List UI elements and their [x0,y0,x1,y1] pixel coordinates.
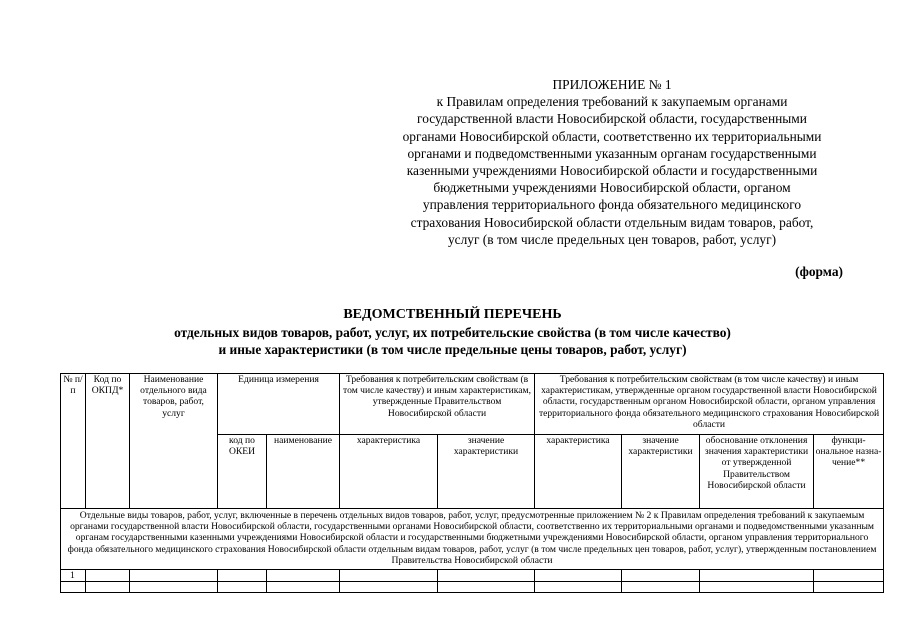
header-unit: Единица измерения [218,374,340,435]
header-functional-purpose: функци-ональное назна-чение** [814,435,884,509]
table-cell [340,582,438,593]
table-cell [267,582,340,593]
header-unit-name: наименование [267,435,340,509]
title-line-2: отдельных видов товаров, работ, услуг, их потребительские свойства (в том числе качество) [174,324,731,340]
appendix-line: органами Новосибирской области, соответственно их территориальными [402,128,822,144]
appendix-line: казенными учреждениями Новосибирской области и государственными [406,163,818,179]
header-number: № п/п [61,374,86,509]
appendix-line: к Правилам определения требований к закупаемым органами [436,94,788,110]
table-cell [535,582,622,593]
title-line-3: и иные характеристики (в том числе предельные цены товаров, работ, услуг) [218,342,687,357]
table-cell [622,570,700,582]
table-cell [218,570,267,582]
appendix-line: бюджетными учреждениями Новосибирской области, органом [433,180,791,196]
table-cell [535,570,622,582]
table-cell [438,570,535,582]
appendix-line: страхования Новосибирской области отдельным видам товаров, работ, [410,214,814,230]
header-org-characteristic: характеристика [535,435,622,509]
header-requirements-organ: Требования к потребительским свойствам (в том числе качеству) и иным характеристикам, утвержденные органом государственной власти Новосибирской области, государственным органом Новосибирской области, органом управления территориального фонда обязательного медицинского страхования Новосибирской области [535,374,884,435]
appendix-heading [362,76,862,248]
table-cell [130,570,218,582]
table-cell [86,582,130,593]
table-cell [61,582,86,593]
appendix-line: услуг (в том числе предельных цен товаров, работ, услуг) [447,231,777,247]
table-cell [218,582,267,593]
table-cell [438,582,535,593]
header-okei-code: код по ОКЕИ [218,435,267,509]
document-title [0,306,905,359]
table-row [61,570,884,582]
table-cell [130,582,218,593]
appendix-line: государственной власти Новосибирской области, государственными [417,111,807,127]
header-justification: обоснование отклонения значения характеристики от утвержденной Правительством Новосибирской области [700,435,814,509]
appendix-line: управления территориального фонда обязательного медицинского [422,197,802,213]
table-cell [814,582,884,593]
note-cell: Отдельные виды товаров, работ, услуг, включенные в перечень отдельных видов товаров, работ, услуг, предусмотренные приложением № 2 к Правилам определения требований к закупаемым органами государственной власти Новосибирской области, государственными органами Новосибирской области, соответственно их территориальными органами и подведомственными указанным органам государственными казенными учреждениями Новосибирской области и государственными бюджетными учреждениями Новосибирской области, органом управления территориального фонда обязательного медицинского страхования Новосибирской области отдельным видам товаров, работ, услуг (в том числе предельных цен товаров, работ, услуг), утвержденным постановлением Правительства Новосибирской области [61,509,884,570]
table-cell [700,582,814,593]
register-table [60,373,884,593]
header-org-value: значение характеристики [622,435,700,509]
table-cell [340,570,438,582]
header-gov-value: значение характеристики [438,435,535,509]
header-okpd-code: Код по ОКПД* [86,374,130,509]
form-label: (форма) [795,264,843,279]
header-gov-characteristic: характеристика [340,435,438,509]
header-row-1 [61,374,884,435]
header-requirements-government: Требования к потребительским свойствам (в том числе качеству) и иным характеристикам, утвержденные Правительством Новосибирской области [340,374,535,435]
note-row [61,509,884,570]
header-item-name: Наименование отдельного вида товаров, работ, услуг [130,374,218,509]
table-cell [86,570,130,582]
title-main: ВЕДОМСТВЕННЫЙ ПЕРЕЧЕНЬ [343,307,562,322]
appendix-line: ПРИЛОЖЕНИЕ № 1 [552,77,672,92]
table-cell [622,582,700,593]
row-number: 1 [61,570,86,582]
table-cell [700,570,814,582]
table-cell [814,570,884,582]
appendix-line: органами и подведомственными указанным органам государственными [407,145,817,161]
table-cell [267,570,340,582]
table-row [61,582,884,593]
